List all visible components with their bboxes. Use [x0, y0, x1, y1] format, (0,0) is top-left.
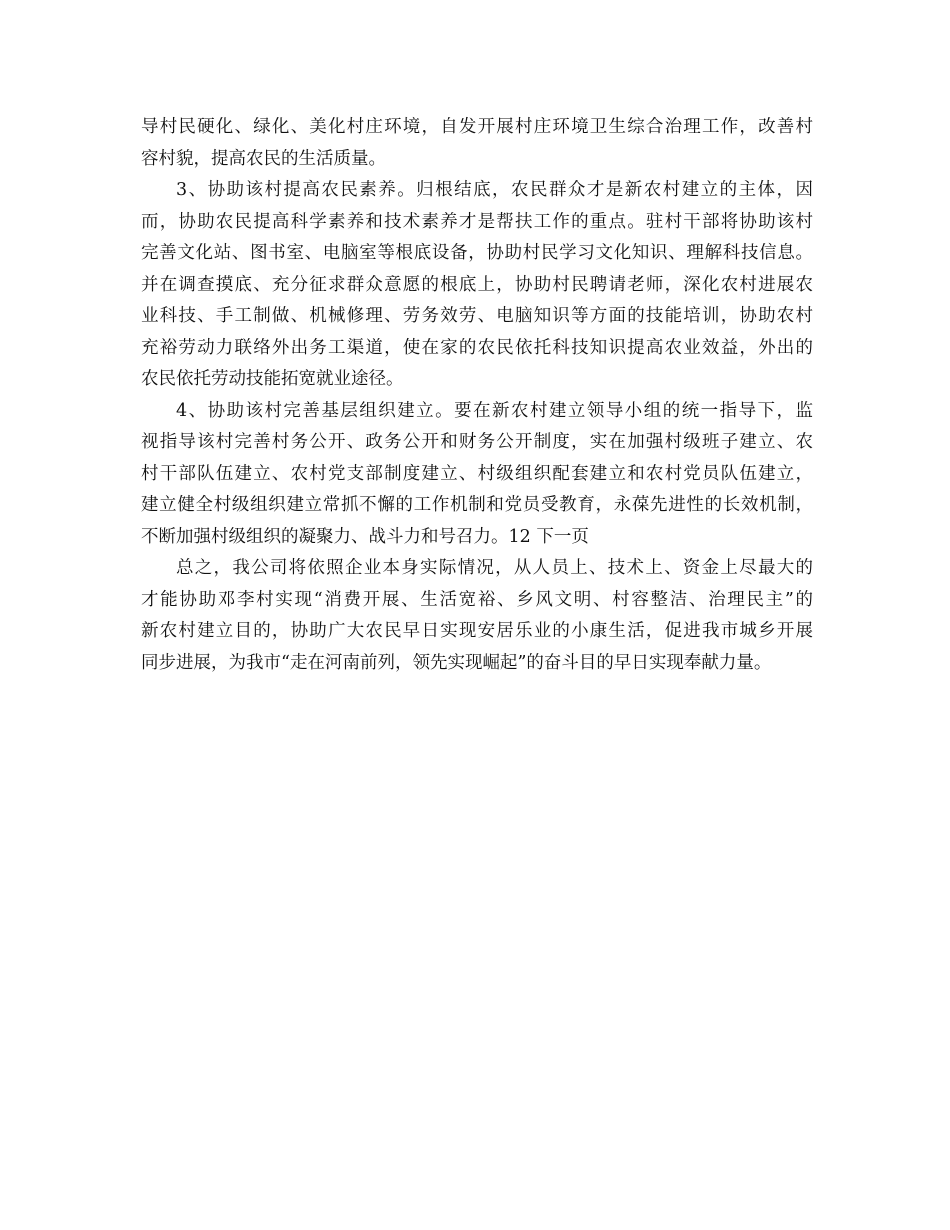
text-line: 视指导该村完善村务公开、政务公开和财务公开制度，实在加强村级班子建立、农: [141, 432, 813, 452]
text-line: 并在调查摸底、充分征求群众意愿的根底上，协助村民聘请老师，深化农村进展农: [141, 274, 813, 295]
text-line: 总之，我公司将依照企业本身实际情况，从人员上、技术上、资金上尽最大的: [176, 558, 813, 578]
text-line: 充裕劳动力联络外出务工渠道，使在家的农民依托科技知识提高农业效益，外出的: [141, 337, 813, 358]
document-body: [141, 112, 813, 679]
text-line: 3、协助该村提高农民素养。归根结底，农民群众才是新农村建立的主体，因: [176, 180, 813, 200]
text-line: 不断加强村级组织的凝聚力、战斗力和号召力。12 下一页: [141, 526, 589, 547]
text-line: 而，协助农民提高科学素养和技术素养才是帮扶工作的重点。驻村干部将协助该村: [141, 211, 813, 232]
text-line: 才能协助邓李村实现“消费开展、生活宽裕、乡风文明、村容整洁、治理民主”的: [141, 589, 813, 610]
text-line: 导村民硬化、绿化、美化村庄环境，自发开展村庄环境卫生综合治理工作，改善村: [141, 117, 813, 137]
text-line: 村干部队伍建立、农村党支部制度建立、村级组织配套建立和农村党员队伍建立，: [141, 463, 813, 484]
text-line: 农民依托劳动技能拓宽就业途径。: [141, 369, 404, 389]
text-line: 建立健全村级组织建立常抓不懈的工作机制和党员受教育，永葆先进性的长效机制，: [141, 495, 813, 515]
text-line: 容村貌，提高农民的生活质量。: [141, 148, 386, 169]
text-line: 业科技、手工制做、机械修理、劳务效劳、电脑知识等方面的技能培训，协助农村: [141, 306, 813, 326]
text-line: 4、协助该村完善基层组织建立。要在新农村建立领导小组的统一指导下，监: [176, 400, 813, 421]
paragraph-grassroots-organization: [141, 396, 813, 554]
paragraph-village-environment: [141, 112, 813, 175]
text-line: 同步进展，为我市“走在河南前列，领先实现崛起”的奋斗目的早日实现奉献力量。: [141, 652, 772, 673]
text-line: 新农村建立目的，协助广大农民早日实现安居乐业的小康生活，促进我市城乡开展: [141, 621, 813, 641]
text-line: 完善文化站、图书室、电脑室等根底设备，协助村民学习文化知识、理解科技信息。: [141, 243, 813, 263]
paragraph-farmer-literacy: [141, 175, 813, 396]
paragraph-conclusion: [141, 553, 813, 679]
